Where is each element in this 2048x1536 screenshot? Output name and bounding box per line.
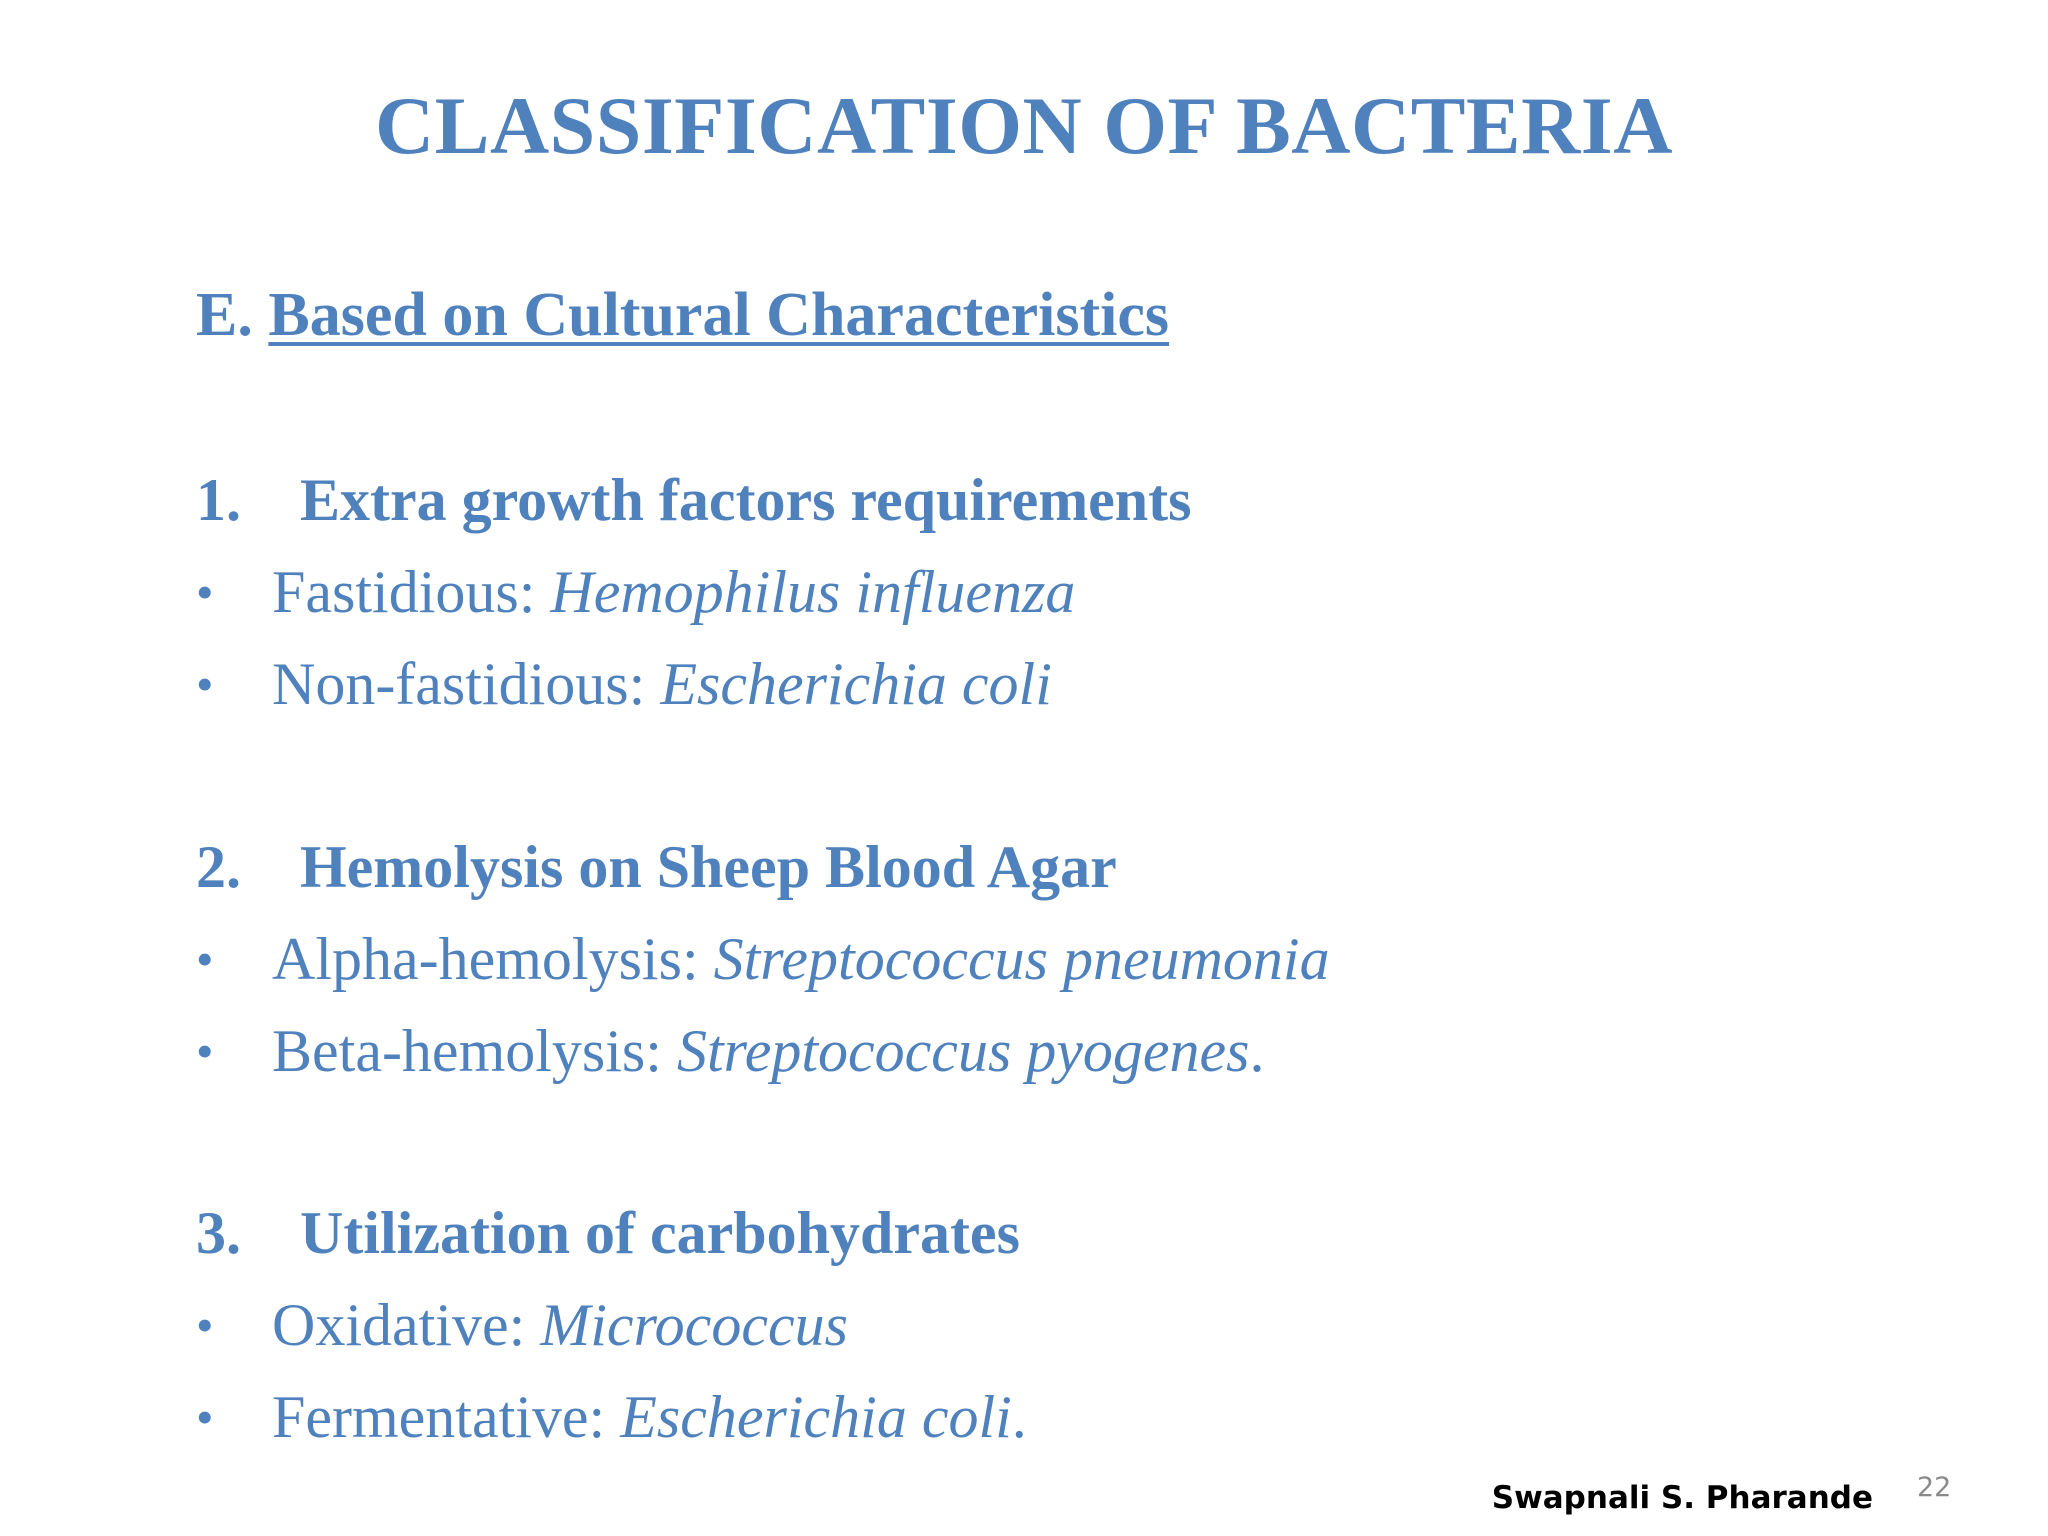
section-number: 3. (196, 1200, 241, 1266)
section-heading (196, 821, 1896, 913)
section-heading (196, 454, 1896, 546)
page-number: 22 (1917, 1472, 1952, 1503)
item-example: Escherichia coli (660, 651, 1052, 717)
item-example: Micrococcus (540, 1292, 848, 1358)
item-suffix: . (1249, 1018, 1265, 1084)
section-heading-text: Utilization of carbohydrates (300, 1200, 1020, 1266)
list-item-text (272, 1371, 1027, 1463)
list-item-text (272, 638, 1052, 730)
bullet-icon: • (196, 1023, 214, 1079)
section-number: 1. (196, 467, 241, 533)
item-example: Escherichia coli (620, 1384, 1012, 1450)
list-item-text (272, 546, 1075, 638)
slide-title: CLASSIFICATION OF BACTERIA (375, 80, 1673, 171)
list-item (196, 1371, 1896, 1463)
item-label: Oxidative: (272, 1292, 541, 1358)
bullet-icon: • (196, 931, 214, 987)
item-label: Non-fastidious: (272, 651, 661, 717)
section-heading-text: Hemolysis on Sheep Blood Agar (300, 834, 1117, 900)
subheading-prefix: E. (196, 281, 253, 349)
bullet-icon: • (196, 656, 214, 712)
list-item-text (272, 1005, 1265, 1097)
item-example: Hemophilus influenza (550, 559, 1076, 625)
section-heading (196, 1187, 1896, 1279)
list-item-text (272, 1279, 848, 1371)
section-carbohydrates (196, 1187, 1896, 1463)
list-item (196, 1279, 1896, 1371)
item-example: Streptococcus pyogenes (676, 1018, 1250, 1084)
list-item (196, 638, 1896, 730)
bullet-icon: • (196, 1389, 214, 1445)
section-heading-text: Extra growth factors requirements (300, 467, 1192, 533)
subheading-text: Based on Cultural Characteristics (268, 281, 1170, 349)
item-example: Streptococcus pneumonia (713, 926, 1330, 992)
section-number: 2. (196, 834, 241, 900)
item-label: Alpha-hemolysis: (272, 926, 714, 992)
item-label: Fastidious: (272, 559, 551, 625)
bullet-icon: • (196, 564, 214, 620)
item-label: Fermentative: (272, 1384, 621, 1450)
list-item (196, 546, 1896, 638)
item-label: Beta-hemolysis: (272, 1018, 677, 1084)
author-name: Swapnali S. Pharande (1491, 1480, 1873, 1516)
list-item (196, 1005, 1896, 1097)
section-growth-factors (196, 454, 1896, 730)
item-suffix: . (1011, 1384, 1027, 1450)
section-subheading (196, 277, 1169, 353)
bullet-icon: • (196, 1297, 214, 1353)
section-hemolysis (196, 821, 1896, 1097)
list-item (196, 913, 1896, 1005)
list-item-text (272, 913, 1330, 1005)
